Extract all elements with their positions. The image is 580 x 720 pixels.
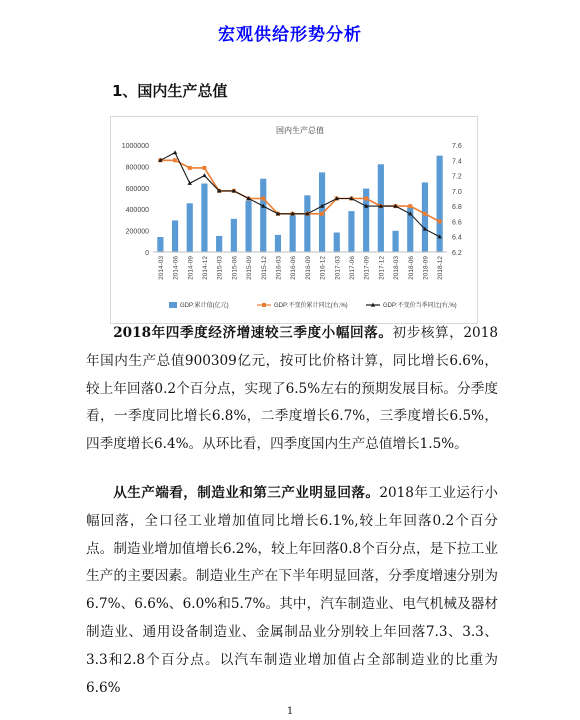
x-axis-tick-label: 2018-12 xyxy=(437,256,445,280)
x-axis-tick-label: 2015-09 xyxy=(246,256,254,280)
x-axis-tick-label: 2018-03 xyxy=(393,256,401,280)
bar-gdp-cumulative xyxy=(392,231,398,252)
x-axis-tick-label: 2017-03 xyxy=(334,256,342,280)
legend-marker-square xyxy=(262,303,266,307)
x-axis-tick-label: 2016-12 xyxy=(319,256,327,280)
bar-gdp-cumulative xyxy=(275,235,281,252)
right-axis-tick-label: 6.2 xyxy=(452,250,462,257)
x-axis-tick-label: 2015-03 xyxy=(216,256,224,280)
legend-label: GDP:累计值(亿元) xyxy=(180,303,229,309)
bar-gdp-cumulative xyxy=(422,182,428,252)
paragraph-lead: 2018年四季度经济增速较三季度小幅回落。 xyxy=(113,325,393,341)
right-axis-tick-label: 7.6 xyxy=(452,143,462,150)
bar-gdp-cumulative xyxy=(245,201,251,252)
bar-gdp-cumulative xyxy=(348,211,354,252)
point-yoy-cumulative xyxy=(364,197,368,201)
bar-gdp-cumulative xyxy=(304,195,310,252)
paragraph-production xyxy=(86,480,498,702)
point-yoy-cumulative xyxy=(173,158,177,162)
paragraph-gdp xyxy=(86,320,498,459)
x-axis-tick-label: 2016-09 xyxy=(304,256,312,280)
point-yoy-cumulative xyxy=(320,212,324,216)
bar-gdp-cumulative xyxy=(157,237,163,252)
right-axis-tick-label: 6.8 xyxy=(452,204,462,212)
point-yoy-cumulative xyxy=(438,219,442,223)
bar-gdp-cumulative xyxy=(172,220,178,252)
x-axis-tick-label: 2015-12 xyxy=(260,256,268,280)
x-axis-tick-label: 2014-03 xyxy=(157,256,165,280)
bar-gdp-cumulative xyxy=(290,215,296,252)
left-axis-tick-label: 1000000 xyxy=(121,143,149,150)
right-axis-tick-label: 7.2 xyxy=(452,173,462,181)
x-axis-tick-label: 2015-06 xyxy=(231,256,239,280)
left-axis-tick-label: 400000 xyxy=(125,207,149,215)
bar-gdp-cumulative xyxy=(260,179,266,252)
x-axis-tick-label: 2016-03 xyxy=(275,256,283,280)
legend-swatch-bar xyxy=(169,302,177,308)
x-axis-tick-label: 2014-09 xyxy=(187,256,195,280)
point-yoy-cumulative xyxy=(261,197,265,201)
right-axis-tick-label: 7.0 xyxy=(452,188,462,196)
paragraph-body: 2018年工业运行小幅回落，全口径工业增加值同比增长6.1%,较上年回落0.2个百分点。制造业增加值增长6.2%，较上年回落0.8个百分点，是下拉工业生产的主要因素。制造业生产在下半年明显回落，分季度增速分别为6.7%、6.6%、6.0%和5.7%。其中，汽车制造业、电气机械及器材制造业、通用设备制造业、金属制品业分别较上年回落7.3、3.3、3.3和2.8个百分点。以汽车制造业增加值占全部制造业的比重为6.6% xyxy=(86,485,498,696)
x-axis-tick-label: 2017-12 xyxy=(378,256,386,280)
legend-label: GDP:不变价累计同比(右,%) xyxy=(274,303,348,309)
page-number: 1 xyxy=(286,706,294,717)
right-axis-tick-label: 6.4 xyxy=(452,234,462,242)
bar-gdp-cumulative xyxy=(201,184,207,252)
x-axis-tick-label: 2017-06 xyxy=(348,256,356,280)
gdp-chart xyxy=(110,116,478,324)
right-axis-tick-label: 6.6 xyxy=(452,219,462,227)
left-axis-tick-label: 600000 xyxy=(125,185,149,193)
bar-gdp-cumulative xyxy=(216,236,222,252)
left-axis-tick-label: 200000 xyxy=(125,228,149,236)
section-heading: 1、国内生产总值 xyxy=(112,82,228,100)
x-axis-tick-label: 2014-06 xyxy=(172,256,180,280)
left-axis-tick-label: 800000 xyxy=(125,164,149,172)
gdp-chart-svg xyxy=(111,117,477,323)
legend-label: GDP:不变价当季同比(右,%) xyxy=(383,303,457,309)
x-axis-tick-label: 2016-06 xyxy=(290,256,298,280)
x-axis-tick-label: 2018-06 xyxy=(407,256,415,280)
bar-gdp-cumulative xyxy=(231,219,237,252)
point-yoy-cumulative xyxy=(408,204,412,208)
left-axis-tick-label: 0 xyxy=(145,250,149,257)
paragraph-lead: 从生产端看，制造业和第三产业明显回落。 xyxy=(113,485,380,501)
x-axis-tick-label: 2017-09 xyxy=(363,256,371,280)
x-axis-tick-label: 2014-12 xyxy=(201,256,209,280)
bar-gdp-cumulative xyxy=(187,203,193,252)
paragraph-body: 初步核算，2018年国内生产总值900309亿元，按可比价格计算，同比增长6.6%，较上年回落0.2个百分点，实现了6.5%左右的预期发展目标。分季度看，一季度同比增长6.8%，二季度增长6.7%，三季度增长6.5%，四季度增长6.4%。从环比看，四季度国内生产总值增长1.5%。 xyxy=(86,325,498,453)
page-title: 宏观供给形势分析 xyxy=(218,25,362,45)
bar-gdp-cumulative xyxy=(334,233,340,252)
point-yoy-cumulative xyxy=(188,166,192,170)
right-axis-tick-label: 7.4 xyxy=(452,158,462,166)
point-yoy-cumulative xyxy=(202,166,206,170)
point-yoy-quarterly xyxy=(202,173,206,177)
chart-title: 国内生产总值 xyxy=(276,126,324,135)
x-axis-tick-label: 2018-09 xyxy=(422,256,430,280)
point-yoy-quarterly xyxy=(173,150,177,154)
point-yoy-cumulative xyxy=(423,212,427,216)
